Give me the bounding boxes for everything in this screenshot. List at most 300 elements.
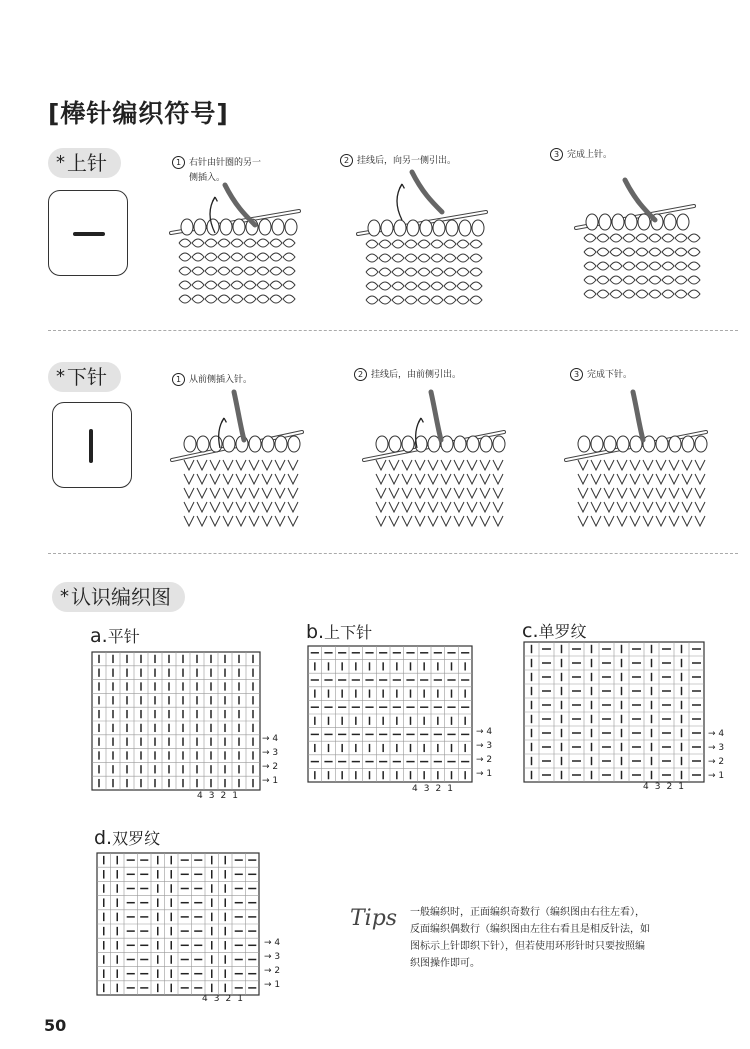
yarn-loop <box>584 276 596 284</box>
chart-c-title <box>522 619 587 642</box>
yarn-loop <box>470 268 482 276</box>
yarn-v-stitch <box>441 488 451 498</box>
needle-loop <box>695 436 707 452</box>
column-number: 3 <box>213 994 220 1004</box>
yarn-v-stitch <box>376 502 386 512</box>
yarn-loop <box>649 248 661 256</box>
section-divider <box>48 553 738 554</box>
yarn-v-stitch <box>262 474 272 484</box>
yarn-v-stitch <box>389 502 399 512</box>
section-label-chart <box>52 582 185 612</box>
purl-illustration-2 <box>360 392 510 532</box>
yarn-v-stitch <box>275 474 285 484</box>
yarn-loop <box>218 281 230 289</box>
yarn-loop <box>218 253 230 261</box>
yarn-v-stitch <box>695 502 705 512</box>
horizontal-dash-icon <box>49 191 129 277</box>
yarn-v-stitch <box>223 488 233 498</box>
yarn-v-stitch <box>630 502 640 512</box>
row-number <box>264 980 280 990</box>
row-number-label: 2 <box>274 966 281 976</box>
yarn-loop <box>444 282 456 290</box>
needle-loop <box>625 214 637 230</box>
needle-loop <box>210 436 222 452</box>
yarn-loop <box>597 234 609 242</box>
yarn-strand <box>234 392 244 440</box>
yarn-loop <box>231 267 243 275</box>
yarn-loop <box>366 296 378 304</box>
row-number-label: 1 <box>486 769 493 779</box>
knit-illustration-1 <box>165 185 305 300</box>
needle-loop <box>617 436 629 452</box>
yarn-loop <box>597 262 609 270</box>
row-number <box>476 769 492 779</box>
yarn-v-stitch <box>223 516 233 526</box>
yarn-loop <box>597 248 609 256</box>
chart-b-grid <box>308 646 472 782</box>
section-divider <box>48 330 738 331</box>
yarn-loop <box>205 281 217 289</box>
row-number <box>708 771 724 781</box>
yarn-v-stitch <box>695 460 705 470</box>
column-number: 3 <box>654 782 661 792</box>
chart-letter: a. <box>90 625 108 647</box>
step-text: 右针由针圈的另一 <box>189 158 262 168</box>
yarn-v-stitch <box>643 502 653 512</box>
yarn-v-stitch <box>184 474 194 484</box>
needle-loop <box>454 436 466 452</box>
needle-loop <box>467 436 479 452</box>
yarn-loop <box>623 290 635 298</box>
yarn-loop <box>392 282 404 290</box>
yarn-v-stitch <box>591 516 601 526</box>
row-number-label: 1 <box>274 980 281 990</box>
row-number <box>262 748 278 758</box>
yarn-v-stitch <box>682 460 692 470</box>
yarn-v-stitch <box>591 488 601 498</box>
yarn-loop <box>610 290 622 298</box>
direction-arrow <box>397 184 402 220</box>
yarn-v-stitch <box>695 474 705 484</box>
yarn-loop <box>675 290 687 298</box>
yarn-loop <box>192 295 204 303</box>
yarn-loop <box>366 254 378 262</box>
yarn-v-stitch <box>467 516 477 526</box>
yarn-loop <box>231 239 243 247</box>
yarn-loop <box>366 268 378 276</box>
arrow-right-icon: → <box>476 769 484 779</box>
needle-loop <box>612 214 624 230</box>
yarn-v-stitch <box>578 460 588 470</box>
yarn-loop <box>192 281 204 289</box>
yarn-v-stitch <box>617 488 627 498</box>
needle-loop <box>368 220 380 236</box>
star-mark: * <box>56 152 65 173</box>
yarn-v-stitch <box>249 516 259 526</box>
yarn-loop <box>418 240 430 248</box>
yarn-v-stitch <box>604 502 614 512</box>
yarn-v-stitch <box>467 502 477 512</box>
yarn-loop <box>205 253 217 261</box>
yarn-v-stitch <box>682 516 692 526</box>
yarn-loop <box>444 296 456 304</box>
yarn-v-stitch <box>415 460 425 470</box>
yarn-loop <box>623 234 635 242</box>
yarn-v-stitch <box>197 474 207 484</box>
arrow-right-icon: → <box>262 776 270 786</box>
step-number: 2 <box>340 154 353 167</box>
yarn-loop <box>431 268 443 276</box>
yarn-loop <box>610 262 622 270</box>
needle-loop <box>223 436 235 452</box>
yarn-v-stitch <box>376 460 386 470</box>
row-number <box>476 741 492 751</box>
chart-a-title <box>90 624 140 647</box>
yarn-v-stitch <box>617 502 627 512</box>
yarn-loop <box>392 296 404 304</box>
needle-loop <box>285 219 297 235</box>
yarn-v-stitch <box>656 488 666 498</box>
yarn-loop <box>257 253 269 261</box>
yarn-v-stitch <box>376 474 386 484</box>
yarn-loop <box>192 267 204 275</box>
yarn-v-stitch <box>591 474 601 484</box>
yarn-v-stitch <box>249 488 259 498</box>
yarn-loop <box>379 282 391 290</box>
yarn-v-stitch <box>630 488 640 498</box>
yarn-v-stitch <box>428 474 438 484</box>
yarn-v-stitch <box>604 516 614 526</box>
yarn-loop <box>636 276 648 284</box>
yarn-loop <box>205 267 217 275</box>
yarn-v-stitch <box>441 460 451 470</box>
yarn-loop <box>584 234 596 242</box>
yarn-v-stitch <box>493 502 503 512</box>
row-number-label: 4 <box>274 938 281 948</box>
column-number: 3 <box>423 784 430 794</box>
yarn-loop <box>366 282 378 290</box>
yarn-loop <box>418 254 430 262</box>
chart-name: 双罗纹 <box>112 829 161 848</box>
column-number: 1 <box>232 791 238 801</box>
yarn-v-stitch <box>402 474 412 484</box>
yarn-loop <box>444 254 456 262</box>
star-mark: * <box>60 586 69 607</box>
needle-loop <box>249 436 261 452</box>
yarn-loop <box>649 234 661 242</box>
yarn-loop <box>218 295 230 303</box>
yarn-loop <box>392 268 404 276</box>
yarn-v-stitch <box>184 488 194 498</box>
yarn-loop <box>636 290 648 298</box>
column-number: 1 <box>447 784 453 794</box>
yarn-v-stitch <box>288 516 298 526</box>
section-label-knit-text: 上针 <box>67 151 107 175</box>
arrow-right-icon: → <box>264 966 272 976</box>
yarn-loop <box>584 290 596 298</box>
needle-loop <box>197 436 209 452</box>
needle-loop <box>656 436 668 452</box>
yarn-v-stitch <box>467 488 477 498</box>
arrow-head <box>222 418 227 422</box>
yarn-loop <box>270 281 282 289</box>
yarn-v-stitch <box>275 460 285 470</box>
step-text: 完成上针。 <box>567 150 613 160</box>
needle-loop <box>394 220 406 236</box>
needle-loop <box>220 219 232 235</box>
arrow-right-icon: → <box>264 980 272 990</box>
yarn-v-stitch <box>454 460 464 470</box>
column-number: 2 <box>666 782 673 792</box>
yarn-loop <box>179 295 191 303</box>
yarn-loop <box>418 296 430 304</box>
column-number: 4 <box>197 791 203 801</box>
yarn-v-stitch <box>467 474 477 484</box>
arrow-right-icon: → <box>476 727 484 737</box>
row-number-label: 4 <box>718 729 725 739</box>
yarn-v-stitch <box>184 460 194 470</box>
step-text: 从前侧插入针。 <box>189 375 253 385</box>
yarn-v-stitch <box>480 460 490 470</box>
yarn-v-stitch <box>454 502 464 512</box>
yarn-loop <box>231 281 243 289</box>
yarn-loop <box>457 268 469 276</box>
yarn-loop <box>636 262 648 270</box>
yarn-v-stitch <box>210 516 220 526</box>
arrow-right-icon: → <box>262 748 270 758</box>
needle-loop <box>407 220 419 236</box>
row-number <box>264 938 280 948</box>
yarn-loop <box>649 276 661 284</box>
row-number-label: 3 <box>486 741 493 751</box>
arrow-right-icon: → <box>708 743 716 753</box>
row-number <box>476 755 492 765</box>
yarn-loop <box>366 240 378 248</box>
arrow-right-icon: → <box>476 741 484 751</box>
yarn-loop <box>623 248 635 256</box>
yarn-loop <box>231 253 243 261</box>
yarn-v-stitch <box>389 460 399 470</box>
yarn-loop <box>179 267 191 275</box>
yarn-v-stitch <box>617 516 627 526</box>
needle-loop <box>493 436 505 452</box>
yarn-loop <box>597 290 609 298</box>
yarn-v-stitch <box>643 460 653 470</box>
yarn-v-stitch <box>467 460 477 470</box>
page-number: 50 <box>44 1016 67 1035</box>
needle-loop <box>459 220 471 236</box>
chart-b-col-numbers <box>412 784 453 794</box>
column-number: 2 <box>220 791 227 801</box>
yarn-v-stitch <box>249 502 259 512</box>
step-number: 1 <box>172 156 185 169</box>
yarn-v-stitch <box>184 516 194 526</box>
needle-loop <box>420 220 432 236</box>
yarn-loop <box>675 276 687 284</box>
yarn-loop <box>418 282 430 290</box>
yarn-loop <box>675 248 687 256</box>
column-number: 4 <box>643 782 649 792</box>
yarn-v-stitch <box>454 474 464 484</box>
yarn-loop <box>597 276 609 284</box>
step-text: 挂线后，向另一侧引出。 <box>357 156 457 166</box>
yarn-loop <box>662 262 674 270</box>
step-number: 3 <box>550 148 563 161</box>
yarn-v-stitch <box>630 460 640 470</box>
row-number-label: 1 <box>272 776 279 786</box>
yarn-v-stitch <box>441 516 451 526</box>
yarn-loop <box>431 296 443 304</box>
needle-loop <box>604 436 616 452</box>
yarn-loop <box>470 240 482 248</box>
row-number-label: 2 <box>718 757 725 767</box>
yarn-v-stitch <box>249 460 259 470</box>
row-number <box>264 966 280 976</box>
section-label-chart-text: 认识编织图 <box>71 585 171 609</box>
needle-loop <box>669 436 681 452</box>
yarn-loop <box>283 267 295 275</box>
yarn-loop <box>205 239 217 247</box>
knit-step-3-label <box>550 148 612 163</box>
yarn-loop <box>457 254 469 262</box>
yarn-v-stitch <box>695 516 705 526</box>
yarn-v-stitch <box>441 502 451 512</box>
yarn-v-stitch <box>288 460 298 470</box>
tips-line: 图标示上针即织下针），但若使用环形针时只要按照编 <box>410 941 645 952</box>
star-mark: * <box>56 366 65 387</box>
yarn-v-stitch <box>402 502 412 512</box>
yarn-v-stitch <box>493 460 503 470</box>
tips-heading: Tips <box>350 906 398 931</box>
tips-line: 一般编织时，正面编织奇数行（编织图由右往左看）， <box>410 907 645 918</box>
yarn-v-stitch <box>184 502 194 512</box>
yarn-loop <box>662 276 674 284</box>
yarn-v-stitch <box>643 488 653 498</box>
yarn-v-stitch <box>236 488 246 498</box>
yarn-loop <box>470 254 482 262</box>
row-number-label: 4 <box>486 727 493 737</box>
yarn-v-stitch <box>656 460 666 470</box>
yarn-v-stitch <box>415 474 425 484</box>
yarn-v-stitch <box>236 516 246 526</box>
row-number-label: 3 <box>274 952 281 962</box>
yarn-loop <box>405 240 417 248</box>
yarn-loop <box>636 234 648 242</box>
yarn-loop <box>405 282 417 290</box>
row-number-label: 1 <box>718 771 725 781</box>
yarn-loop <box>257 239 269 247</box>
needle-loop <box>446 220 458 236</box>
yarn-v-stitch <box>480 516 490 526</box>
yarn-loop <box>244 295 256 303</box>
row-number <box>708 729 724 739</box>
yarn-v-stitch <box>236 474 246 484</box>
yarn-v-stitch <box>389 488 399 498</box>
row-number <box>264 952 280 962</box>
yarn-loop <box>257 281 269 289</box>
yarn-v-stitch <box>236 502 246 512</box>
yarn-loop <box>405 254 417 262</box>
yarn-loop <box>379 240 391 248</box>
needle-loop <box>578 436 590 452</box>
yarn-loop <box>662 290 674 298</box>
yarn-loop <box>270 253 282 261</box>
yarn-loop <box>457 282 469 290</box>
needle-loop <box>262 436 274 452</box>
yarn-v-stitch <box>376 488 386 498</box>
row-number <box>708 757 724 767</box>
yarn-loop <box>418 268 430 276</box>
needle-loop <box>272 219 284 235</box>
yarn-loop <box>405 268 417 276</box>
row-number <box>476 727 492 737</box>
knit-illustration-2 <box>352 172 492 302</box>
chart-letter: b. <box>306 621 325 643</box>
needle-loop <box>233 219 245 235</box>
yarn-v-stitch <box>275 516 285 526</box>
yarn-loop <box>231 295 243 303</box>
chart-d-title <box>94 826 160 849</box>
yarn-loop <box>662 234 674 242</box>
yarn-v-stitch <box>656 516 666 526</box>
arrow-right-icon: → <box>264 938 272 948</box>
yarn-loop <box>218 239 230 247</box>
yarn-loop <box>610 234 622 242</box>
needle-loop <box>591 436 603 452</box>
yarn-v-stitch <box>262 516 272 526</box>
row-number <box>708 743 724 753</box>
step-number: 1 <box>172 373 185 386</box>
yarn-loop <box>270 267 282 275</box>
arrow-right-icon: → <box>708 757 716 767</box>
yarn-loop <box>623 276 635 284</box>
column-number: 1 <box>237 994 243 1004</box>
chart-b-title <box>306 620 372 643</box>
yarn-loop <box>431 282 443 290</box>
yarn-v-stitch <box>591 460 601 470</box>
yarn-v-stitch <box>210 474 220 484</box>
yarn-loop <box>649 262 661 270</box>
yarn-loop <box>444 240 456 248</box>
row-number-label: 3 <box>718 743 725 753</box>
yarn-v-stitch <box>197 488 207 498</box>
yarn-loop <box>688 262 700 270</box>
yarn-loop <box>470 296 482 304</box>
knit-illustration-3 <box>570 180 700 290</box>
column-number: 1 <box>678 782 684 792</box>
column-number: 4 <box>412 784 418 794</box>
yarn-loop <box>392 254 404 262</box>
needle-loop <box>472 220 484 236</box>
yarn-loop <box>457 296 469 304</box>
column-number: 4 <box>202 994 208 1004</box>
yarn-v-stitch <box>197 460 207 470</box>
yarn-loop <box>379 296 391 304</box>
chart-d-grid <box>97 853 259 995</box>
yarn-v-stitch <box>578 474 588 484</box>
yarn-loop <box>270 295 282 303</box>
chart-letter: c. <box>522 620 539 642</box>
knit-symbol-box <box>48 190 128 276</box>
yarn-v-stitch <box>288 474 298 484</box>
needle-loop <box>275 436 287 452</box>
arrow-right-icon: → <box>708 771 716 781</box>
yarn-v-stitch <box>682 488 692 498</box>
yarn-v-stitch <box>428 460 438 470</box>
needle-loop <box>381 220 393 236</box>
yarn-v-stitch <box>389 474 399 484</box>
arrow-head <box>213 197 218 201</box>
